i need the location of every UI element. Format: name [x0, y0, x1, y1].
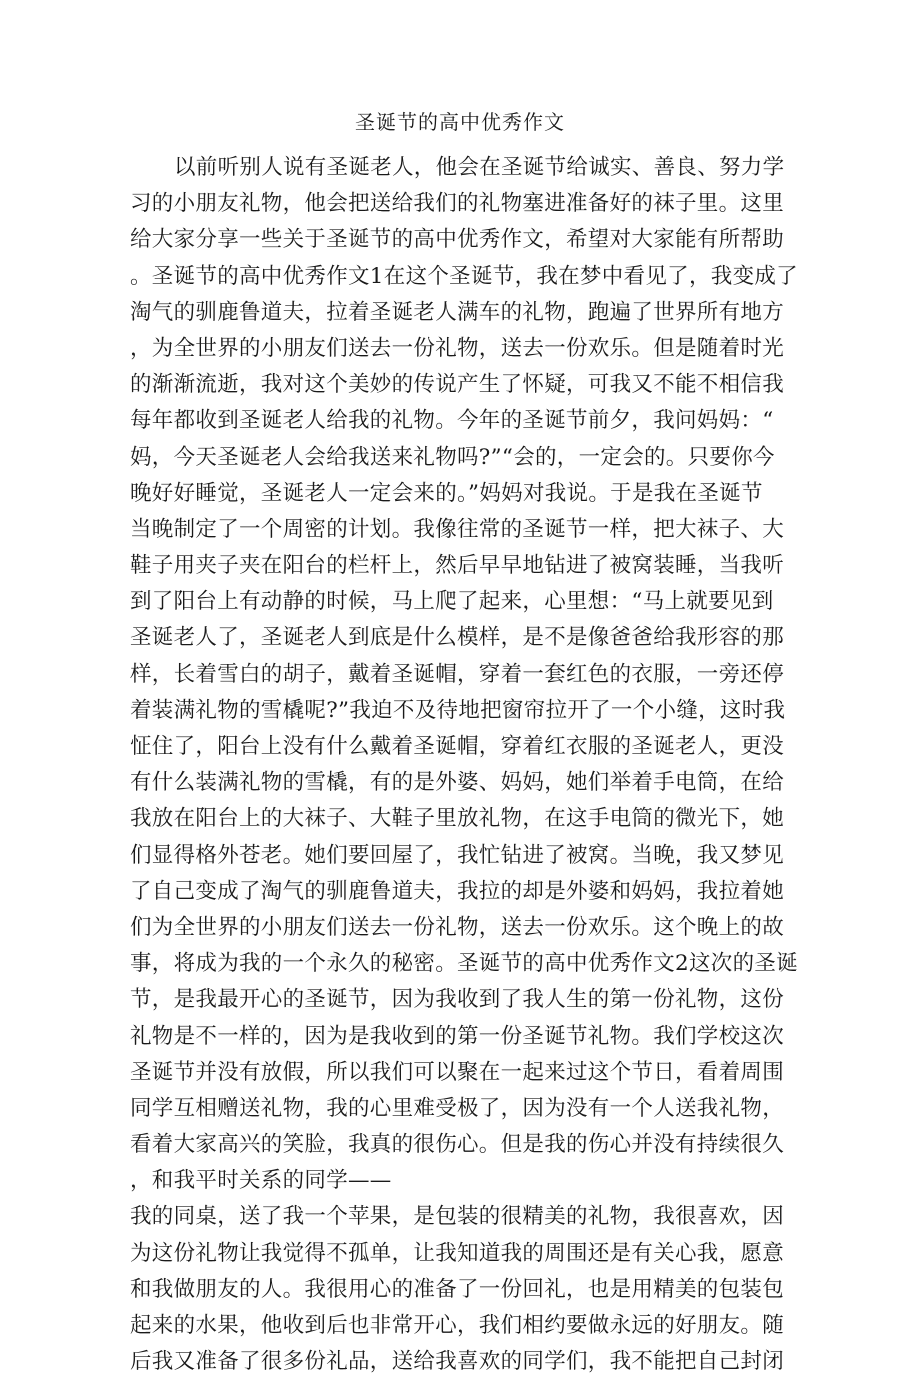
text-line: 我放在阳台上的大袜子、大鞋子里放礼物，在这手电筒的微光下，她 — [130, 806, 785, 832]
text-line: 起来的水果，他收到后也非常开心，我们相约要做永远的好朋友。随 — [130, 1313, 785, 1338]
text-line: 每年都收到圣诞老人给我的礼物。今年的圣诞节前夕，我问妈妈：“ — [130, 408, 774, 434]
text-line: 当晚制定了一个周密的计划。我像往常的圣诞节一样，把大袜子、大 — [130, 516, 785, 542]
text-line: 后我又准备了很多份礼品，送给我喜欢的同学们，我不能把自己封闭 — [130, 1349, 785, 1375]
text-line: 淘气的驯鹿鲁道夫，拉着圣诞老人满车的礼物，跑遍了世界所有地方 — [130, 299, 785, 325]
text-line: 的渐渐流逝，我对这个美妙的传说产生了怀疑，可我又不能不相信我 — [130, 372, 785, 398]
text-line: 看着大家高兴的笑脸，我真的很伤心。但是我的伤心并没有持续很久 — [130, 1132, 785, 1158]
text-line: 和我做朋友的人。我很用心的准备了一份回礼，也是用精美的包装包 — [130, 1276, 785, 1302]
document-title: 圣诞节的高中优秀作文 — [355, 110, 565, 134]
text-line: ，为全世界的小朋友们送去一份礼物，送去一份欢乐。但是随着时光 — [130, 335, 785, 361]
text-line: 着装满礼物的雪橇呢?”我迫不及待地把窗帘拉开了一个小缝，这时我 — [130, 697, 786, 723]
text-line: 节，是我最开心的圣诞节，因为我收到了我人生的第一份礼物，这份 — [130, 987, 785, 1013]
text-line: 为这份礼物让我觉得不孤单，让我知道我的周围还是有关心我，愿意 — [130, 1240, 785, 1266]
text-line: 事，将成为我的一个永久的秘密。圣诞节的高中优秀作文2这次的圣诞 — [130, 951, 798, 977]
text-line: 给大家分享一些关于圣诞节的高中优秀作文，希望对大家能有所帮助 — [130, 227, 785, 253]
text-line: 圣诞老人了，圣诞老人到底是什么模样，是不是像爸爸给我形容的那 — [130, 625, 785, 651]
text-line: 样，长着雪白的胡子，戴着圣诞帽，穿着一套红色的衣服，一旁还停 — [130, 661, 785, 687]
text-line: 晚好好睡觉，圣诞老人一定会来的。”妈妈对我说。于是我在圣诞节 — [130, 480, 763, 506]
text-line: 同学互相赠送礼物，我的心里难受极了，因为没有一个人送我礼物， — [130, 1095, 785, 1121]
essay-body — [130, 150, 798, 1380]
text-line: 鞋子用夹子夹在阳台的栏杆上，然后早早地钻进了被窝装睡，当我听 — [130, 553, 785, 579]
text-line: 圣诞节并没有放假，所以我们可以聚在一起来过这个节日，看着周围 — [130, 1059, 785, 1085]
text-line: 了自己变成了淘气的驯鹿鲁道夫，我拉的却是外婆和妈妈，我拉着她 — [130, 878, 785, 904]
text-line: 礼物是不一样的，因为是我收到的第一份圣诞节礼物。我们学校这次 — [130, 1023, 785, 1049]
text-line: 们为全世界的小朋友们送去一份礼物，送去一份欢乐。这个晚上的故 — [130, 914, 785, 940]
text-line: 。圣诞节的高中优秀作文1在这个圣诞节，我在梦中看见了，我变成了 — [130, 263, 798, 289]
text-line: 习的小朋友礼物，他会把送给我们的礼物塞进准备好的袜子里。这里 — [130, 191, 785, 217]
text-line: 妈，今天圣诞老人会给我送来礼物吗?”“会的，一定会的。只要你今 — [130, 444, 775, 470]
text-line: 有什么装满礼物的雪橇，有的是外婆、妈妈，她们举着手电筒，在给 — [130, 770, 785, 796]
text-line: 我的同桌，送了我一个苹果，是包装的很精美的礼物，我很喜欢，因 — [130, 1204, 785, 1230]
text-line: 怔住了，阳台上没有什么戴着圣诞帽，穿着红衣服的圣诞老人，更没 — [130, 734, 785, 759]
text-line: 到了阳台上有动静的时候，马上爬了起来，心里想：“马上就要见到 — [130, 589, 774, 615]
text-line: ，和我平时关系的同学—— — [130, 1168, 392, 1194]
text-line: 以前听别人说有圣诞老人，他会在圣诞节给诚实、善良、努力学 — [174, 155, 785, 180]
text-line: 们显得格外苍老。她们要回屋了，我忙钻进了被窝。当晚，我又梦见 — [130, 842, 785, 868]
